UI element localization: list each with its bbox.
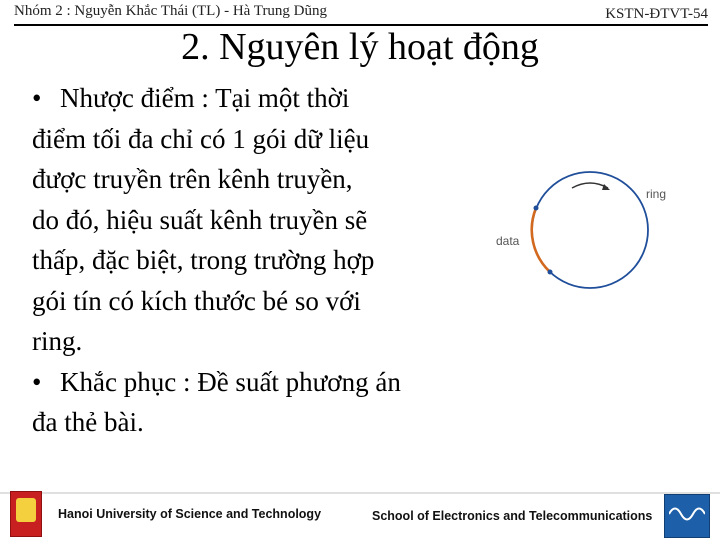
ring-dot-top <box>534 206 539 211</box>
footer-divider <box>0 492 720 494</box>
bullet-symbol: • <box>32 366 42 397</box>
data-label: data <box>496 234 520 248</box>
bullet-line: do đó, hiệu suất kênh truyền sẽ <box>32 204 368 235</box>
data-arc <box>532 208 550 272</box>
slide-title: 2. Nguyên lý hoạt động <box>181 26 539 68</box>
slide-body <box>32 78 482 443</box>
bullet-solution <box>32 362 482 443</box>
bullet-line: đa thẻ bài. <box>32 407 144 437</box>
bullet-symbol: • <box>32 83 42 113</box>
token-ring-diagram <box>494 160 680 300</box>
bullet-line: thấp, đặc biệt, trong trường hợp <box>32 245 375 275</box>
header-authors: Nhóm 2 : Nguyễn Khắc Thái (TL) - Hà Trung Dũng <box>14 3 328 19</box>
bullet-line: ring. <box>32 326 83 356</box>
bullet-line: điểm tối đa chỉ có 1 gói dữ liệu <box>32 123 370 154</box>
footer-school: School of Electronics and Telecommunications <box>372 509 653 523</box>
university-logo-icon <box>10 491 42 537</box>
footer-university: Hanoi University of Science and Technology <box>58 507 322 521</box>
bullet-line: Khắc phục : Đề suất phương án <box>60 366 401 397</box>
ring-label: ring <box>646 187 667 201</box>
arrowhead-icon <box>602 184 610 190</box>
ring-dot-bottom <box>548 270 553 275</box>
bullet-line: được truyền trên kênh truyền, <box>32 164 353 194</box>
bullet-line: Nhược điểm : Tại một thời <box>60 83 350 113</box>
bullet-disadvantage <box>32 78 482 362</box>
token-motion-arrow <box>572 183 608 188</box>
school-logo-icon <box>664 494 710 538</box>
header-course-code: KSTN-ĐTVT-54 <box>605 6 708 22</box>
bullet-line: gói tín có kích thước bé so với <box>32 285 361 316</box>
